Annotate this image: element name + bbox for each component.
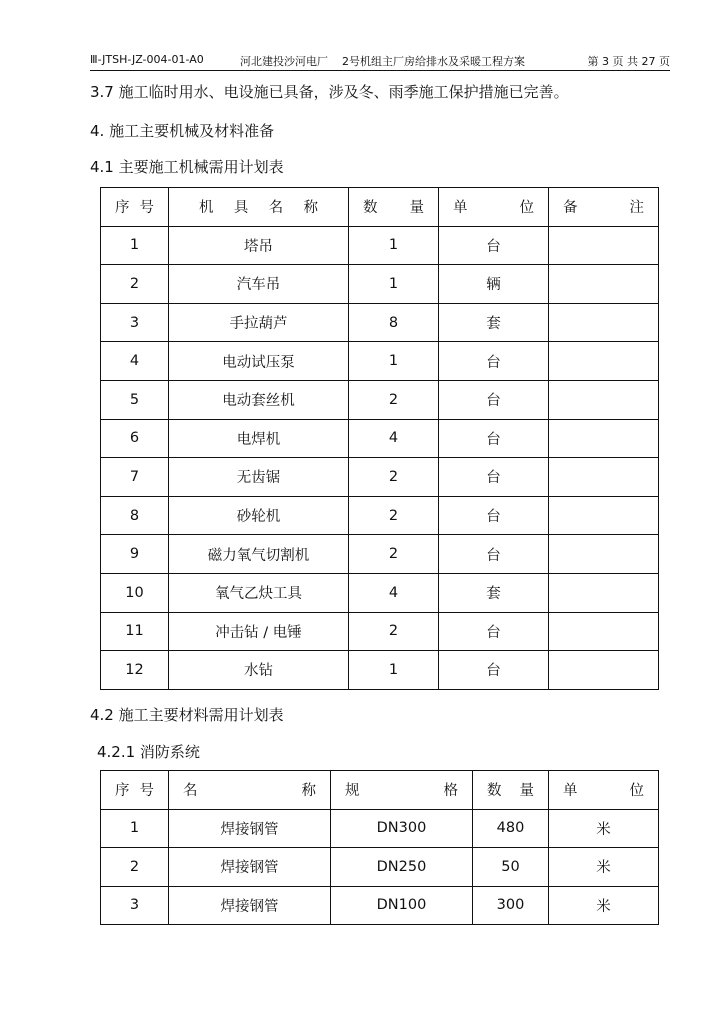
table-row bbox=[101, 226, 659, 265]
machine-cell: 台 bbox=[439, 226, 549, 265]
machine-cell: 7 bbox=[101, 458, 169, 497]
machine-header-char: 位 bbox=[519, 200, 534, 217]
machine-cell bbox=[549, 265, 659, 304]
table-row bbox=[101, 809, 659, 848]
machine-cell: 冲击钻 / 电锤 bbox=[169, 612, 349, 651]
machine-table bbox=[100, 187, 659, 690]
machine-cell bbox=[549, 303, 659, 342]
material-cell: 米 bbox=[549, 848, 659, 887]
machine-cell bbox=[549, 573, 659, 612]
material-cell: 米 bbox=[549, 886, 659, 925]
machine-header-char: 序 bbox=[115, 200, 130, 217]
material-cell: 2 bbox=[101, 848, 169, 887]
machine-cell: 水钻 bbox=[169, 651, 349, 690]
machine-cell bbox=[549, 458, 659, 497]
material-cell: 焊接钢管 bbox=[169, 886, 331, 925]
machine-cell bbox=[549, 535, 659, 574]
table-row bbox=[101, 886, 659, 925]
machine-cell: 2 bbox=[349, 380, 439, 419]
material-cell: DN100 bbox=[331, 886, 473, 925]
table-row bbox=[101, 265, 659, 304]
machine-cell: 1 bbox=[101, 226, 169, 265]
table-row bbox=[101, 458, 659, 497]
material-header-cell bbox=[101, 771, 169, 810]
machine-header-char: 名 bbox=[268, 200, 284, 217]
material-header-cell bbox=[549, 771, 659, 810]
page-number: 第 3 页 共 27 页 bbox=[587, 55, 670, 68]
machine-cell bbox=[549, 496, 659, 535]
material-cell: 3 bbox=[101, 886, 169, 925]
machine-cell: 台 bbox=[439, 651, 549, 690]
machine-cell: 电焊机 bbox=[169, 419, 349, 458]
material-table bbox=[100, 770, 659, 925]
machine-cell: 台 bbox=[439, 496, 549, 535]
material-header-char: 量 bbox=[519, 783, 534, 800]
section-4-heading: 4. 施工主要机械及材料准备 bbox=[90, 122, 275, 140]
machine-cell: 1 bbox=[349, 342, 439, 381]
header-title: 2号机组主厂房给排水及采暖工程方案 bbox=[342, 55, 525, 68]
material-cell: DN250 bbox=[331, 848, 473, 887]
material-cell: 50 bbox=[473, 848, 549, 887]
machine-cell: 2 bbox=[349, 496, 439, 535]
machine-cell: 台 bbox=[439, 380, 549, 419]
page-header bbox=[90, 50, 670, 71]
section-4-2-heading: 4.2 施工主要材料需用计划表 bbox=[90, 706, 284, 724]
material-cell: 480 bbox=[473, 809, 549, 848]
machine-cell: 无齿锯 bbox=[169, 458, 349, 497]
table-row bbox=[101, 573, 659, 612]
machine-cell: 砂轮机 bbox=[169, 496, 349, 535]
table-row bbox=[101, 848, 659, 887]
material-header-char: 号 bbox=[139, 783, 154, 800]
machine-cell: 套 bbox=[439, 573, 549, 612]
table-row bbox=[101, 419, 659, 458]
machine-cell: 汽车吊 bbox=[169, 265, 349, 304]
table-row bbox=[101, 380, 659, 419]
machine-cell bbox=[549, 342, 659, 381]
machine-cell: 11 bbox=[101, 612, 169, 651]
material-header-char: 数 bbox=[487, 783, 502, 800]
machine-header-cell bbox=[169, 188, 349, 227]
machine-cell: 台 bbox=[439, 419, 549, 458]
machine-cell: 4 bbox=[349, 419, 439, 458]
material-header-cell bbox=[473, 771, 549, 810]
material-header-cell bbox=[331, 771, 473, 810]
machine-cell: 1 bbox=[349, 226, 439, 265]
machine-cell bbox=[549, 612, 659, 651]
machine-cell: 6 bbox=[101, 419, 169, 458]
machine-cell: 9 bbox=[101, 535, 169, 574]
material-cell: 焊接钢管 bbox=[169, 809, 331, 848]
machine-cell: 套 bbox=[439, 303, 549, 342]
machine-cell: 3 bbox=[101, 303, 169, 342]
material-header-char: 名 bbox=[183, 783, 198, 800]
section-4-1-heading: 4.1 主要施工机械需用计划表 bbox=[90, 158, 284, 176]
machine-cell: 电动试压泵 bbox=[169, 342, 349, 381]
table-row bbox=[101, 496, 659, 535]
machine-header-row bbox=[101, 188, 659, 227]
machine-cell: 塔吊 bbox=[169, 226, 349, 265]
table-row bbox=[101, 303, 659, 342]
machine-cell bbox=[549, 651, 659, 690]
table-row bbox=[101, 342, 659, 381]
machine-cell: 台 bbox=[439, 612, 549, 651]
machine-header-cell bbox=[349, 188, 439, 227]
material-header-char: 单 bbox=[563, 783, 578, 800]
machine-cell: 手拉葫芦 bbox=[169, 303, 349, 342]
machine-cell: 台 bbox=[439, 342, 549, 381]
machine-cell: 4 bbox=[101, 342, 169, 381]
machine-cell: 4 bbox=[349, 573, 439, 612]
table-row bbox=[101, 535, 659, 574]
material-header-char: 位 bbox=[629, 783, 644, 800]
table-row bbox=[101, 612, 659, 651]
table-row bbox=[101, 651, 659, 690]
machine-cell bbox=[549, 226, 659, 265]
machine-cell: 2 bbox=[101, 265, 169, 304]
material-header-cell bbox=[169, 771, 331, 810]
material-cell: 300 bbox=[473, 886, 549, 925]
machine-header-cell bbox=[549, 188, 659, 227]
machine-cell bbox=[549, 419, 659, 458]
material-header-char: 称 bbox=[301, 783, 316, 800]
machine-cell: 8 bbox=[349, 303, 439, 342]
machine-header-char: 备 bbox=[563, 200, 578, 217]
machine-cell: 12 bbox=[101, 651, 169, 690]
machine-header-char: 量 bbox=[409, 200, 424, 217]
machine-header-char: 注 bbox=[629, 200, 644, 217]
material-cell: 焊接钢管 bbox=[169, 848, 331, 887]
section-4-2-1-heading: 4.2.1 消防系统 bbox=[97, 743, 200, 761]
header-org: 河北建投沙河电厂 bbox=[240, 55, 328, 68]
machine-cell: 台 bbox=[439, 458, 549, 497]
machine-cell: 电动套丝机 bbox=[169, 380, 349, 419]
machine-cell: 辆 bbox=[439, 265, 549, 304]
machine-header-char: 具 bbox=[233, 200, 249, 217]
machine-header-char: 称 bbox=[303, 200, 318, 217]
machine-header-cell bbox=[101, 188, 169, 227]
material-header-char: 规 bbox=[345, 783, 360, 800]
machine-header-char: 机 bbox=[199, 200, 214, 217]
machine-header-cell bbox=[439, 188, 549, 227]
machine-cell: 2 bbox=[349, 612, 439, 651]
material-header-char: 格 bbox=[443, 783, 458, 800]
machine-header-char: 单 bbox=[453, 200, 468, 217]
machine-cell: 5 bbox=[101, 380, 169, 419]
material-cell: 1 bbox=[101, 809, 169, 848]
machine-cell: 氧气乙炔工具 bbox=[169, 573, 349, 612]
machine-cell: 1 bbox=[349, 651, 439, 690]
material-header-row bbox=[101, 771, 659, 810]
machine-cell: 2 bbox=[349, 458, 439, 497]
material-cell: DN300 bbox=[331, 809, 473, 848]
material-header-char: 序 bbox=[115, 783, 130, 800]
section-3-7: 3.7 施工临时用水、电设施已具备，涉及冬、雨季施工保护措施已完善。 bbox=[90, 83, 569, 101]
machine-cell: 1 bbox=[349, 265, 439, 304]
machine-header-char: 号 bbox=[139, 200, 154, 217]
doc-code: Ⅲ-JTSH-JZ-004-01-A0 bbox=[90, 53, 204, 66]
machine-cell: 8 bbox=[101, 496, 169, 535]
machine-cell: 磁力氧气切割机 bbox=[169, 535, 349, 574]
machine-cell bbox=[549, 380, 659, 419]
machine-header-char: 数 bbox=[363, 200, 378, 217]
machine-cell: 台 bbox=[439, 535, 549, 574]
material-cell: 米 bbox=[549, 809, 659, 848]
machine-cell: 2 bbox=[349, 535, 439, 574]
machine-cell: 10 bbox=[101, 573, 169, 612]
